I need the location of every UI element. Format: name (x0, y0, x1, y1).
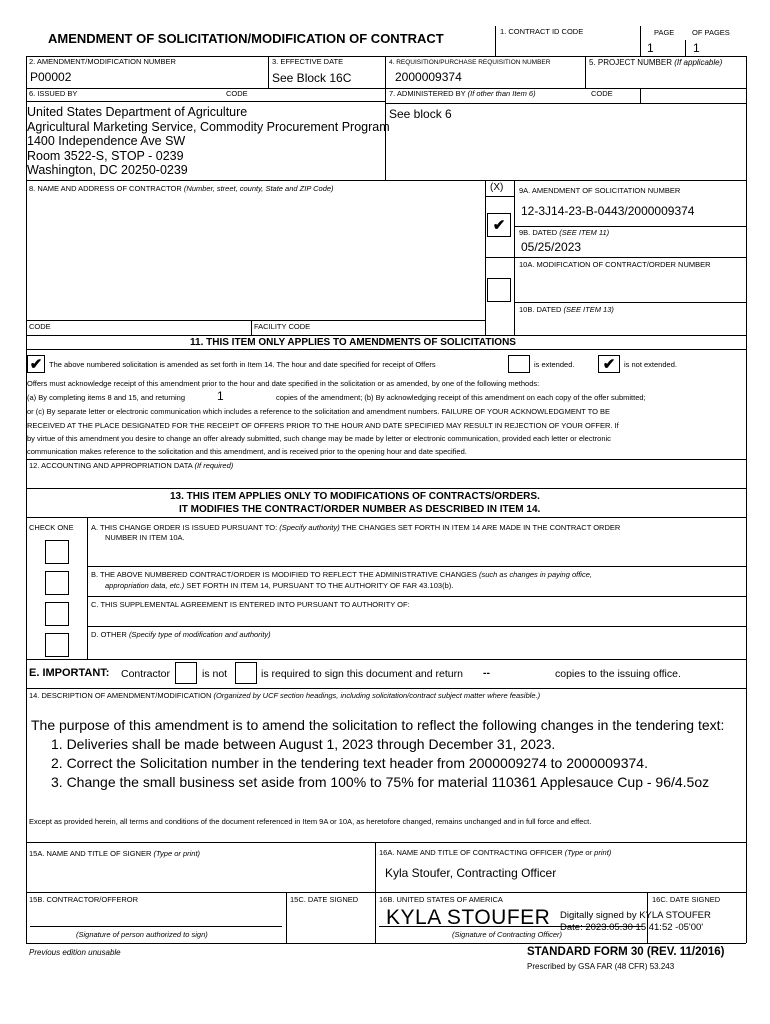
page-label: PAGE (654, 28, 675, 37)
issued-line: Room 3522-S, STOP - 0239 (27, 148, 184, 163)
issued-line: 1400 Independence Ave SW (27, 134, 186, 148)
item-9-checkbox[interactable]: ✔ (487, 213, 511, 237)
important-contractor: Contractor (121, 668, 171, 680)
contracting-officer-text: 16A. NAME AND TITLE OF CONTRACTING OFFICER (379, 848, 563, 857)
important-label: E. IMPORTANT: (29, 667, 110, 679)
amendment-number-label: 2. AMENDMENT/MODIFICATION NUMBER (29, 57, 176, 66)
signer-label (29, 850, 200, 859)
dated-10b-text: 10B. DATED (519, 305, 562, 314)
item-11-line-5: RECEIVED AT THE PLACE DESIGNATED FOR THE RECEIPT OF OFFERS PRIOR TO THE HOUR AND DATE SPECIFIED MAY RESULT IN REJECTION OF YOUR OFFER. If (27, 421, 619, 430)
item-13a-part1: A. THIS CHANGE ORDER IS ISSUED PURSUANT TO: (91, 523, 278, 532)
item-11-line-4: or (c) By separate letter or electronic communication which includes a reference to the solicitation and amendment numbers. FAILURE OF YOUR ACKNOWLEDGMENT TO BE (27, 407, 611, 416)
item-12-suffix: (If required) (194, 461, 234, 470)
item-13b-checkbox[interactable] (45, 571, 69, 595)
date-signed-15c-label: 15C. DATE SIGNED (290, 895, 359, 904)
previous-edition-note: Previous edition unusable (29, 948, 121, 957)
item-11-line-3a: (a) By completing items 8 and 15, and returning (27, 393, 186, 402)
amend-sol-number-value: 12-3J14-23-B-0443/2000009374 (521, 204, 695, 218)
extended-checkbox[interactable] (508, 355, 530, 373)
item-13c-checkbox[interactable] (45, 602, 69, 626)
item-13a-checkbox[interactable] (45, 540, 69, 564)
item-13-heading-2: IT MODIFIES THE CONTRACT/ORDER NUMBER AS DESCRIBED IN ITEM 14. (179, 504, 541, 515)
contractor-is-required-checkbox[interactable] (235, 662, 257, 684)
important-is-not: is not (202, 668, 228, 680)
copies-count: 1 (217, 389, 224, 403)
not-extended-checkbox[interactable]: ✔ (598, 355, 620, 373)
item-13d-part: D. OTHER (91, 630, 127, 639)
project-number-label (589, 58, 722, 68)
is-extended-label: is extended. (534, 360, 575, 369)
issued-by-label: 6. ISSUED BY (29, 89, 78, 98)
effective-date-label: 3. EFFECTIVE DATE (272, 57, 344, 66)
important-office-text: copies to the issuing office. (555, 668, 681, 680)
item-13a-part2: THE CHANGES SET FORTH IN ITEM 14 ARE MADE IN THE CONTRACT ORDER (341, 523, 621, 532)
contractor-address-label (29, 185, 334, 194)
item-11-line-3b: copies of the amendment; (b) By acknowledging receipt of this amendment on each copy of the offer submitted; (276, 393, 646, 402)
item-14-suffix: (Organized by UCF section headings, including solicitation/contract subject matter where feasible.) (213, 691, 541, 700)
contractor-is-not-checkbox[interactable] (175, 662, 197, 684)
item-14-point: 3. Change the small business set aside from 100% to 75% for material 110361 Applesauce Cup - 96/4.5oz (51, 774, 710, 790)
contracting-officer-label (379, 849, 611, 858)
except-as-provided-text: Except as provided herein, all terms and conditions of the document referenced in Item 9A or 10A, as heretofore changed, remains unchanged and in full force and effect. (29, 817, 592, 826)
item-12-text: 12. ACCOUNTING AND APPROPRIATION DATA (29, 461, 193, 470)
form-title: AMENDMENT OF SOLICITATION/MODIFICATION OF CONTRACT (48, 31, 444, 46)
item-12-label (29, 462, 233, 471)
item-14-point: 1. Deliveries shall be made between August 1, 2023 through December 31, 2023. (51, 736, 556, 752)
dated-9b-suffix: (SEE ITEM 11) (559, 228, 610, 237)
project-number-suffix: (If applicable) (674, 58, 723, 67)
item-11-line-1: The above numbered solicitation is amended as set forth in Item 14. The hour and date specified for receipt of Offers (49, 360, 436, 369)
of-pages-label: OF PAGES (692, 28, 730, 37)
digital-signature-name: KYLA STOUFER (386, 906, 551, 929)
item-11-line-6: by virtue of this amendment you desire to change an offer already submitted, such change may be made by letter or electronic communication, provided each letter or electronic (27, 434, 611, 443)
item-11-line-2: Offers must acknowledge receipt of this amendment prior to the hour and date specified in the solicitation or as amended, by one of the following methods: (27, 379, 540, 388)
check-one-label: CHECK ONE (29, 523, 74, 532)
item-13b-part2: SET FORTH IN ITEM 14, PURSUANT TO THE AUTHORITY OF FAR 43.103(b). (186, 581, 454, 590)
project-number-text: 5. PROJECT NUMBER (589, 58, 672, 67)
dated-9b-value: 05/25/2023 (521, 240, 582, 254)
item-10-checkbox[interactable] (487, 278, 511, 302)
item-14-label (29, 692, 540, 701)
item-13a-part3: NUMBER IN ITEM 10A. (105, 533, 185, 542)
standard-form-name: STANDARD FORM 30 (REV. 11/2016) (527, 946, 725, 958)
item-13c-text: C. THIS SUPPLEMENTAL AGREEMENT IS ENTERED INTO PURSUANT TO AUTHORITY OF: (91, 600, 410, 609)
item-13d-italic: (Specify type of modification and authority) (128, 630, 271, 639)
of-pages-number: 1 (693, 41, 700, 55)
contracting-officer-value: Kyla Stoufer, Contracting Officer (385, 866, 557, 880)
issued-line: Washington, DC 20250-0239 (27, 163, 188, 177)
item-14-text: 14. DESCRIPTION OF AMENDMENT/MODIFICATION (29, 691, 212, 700)
contractor-code-label: CODE (29, 322, 51, 331)
issued-line: United States Department of Agriculture (27, 105, 248, 119)
is-not-extended-label: is not extended. (624, 360, 677, 369)
contractor-offeror-label: 15B. CONTRACTOR/OFFEROR (29, 895, 139, 904)
modification-number-label: 10A. MODIFICATION OF CONTRACT/ORDER NUMBER (519, 260, 711, 269)
item-13a-italic: (Specify authority) (279, 523, 340, 532)
item-13d-checkbox[interactable] (45, 633, 69, 657)
amended-checkbox[interactable]: ✔ (27, 355, 45, 373)
effective-date-value: See Block 16C (272, 71, 352, 85)
x-column-label: (X) (490, 182, 504, 193)
item-14-description (31, 716, 724, 792)
admin-code-label: CODE (591, 89, 613, 98)
prescribed-by-note: Prescribed by GSA FAR (48 CFR) 53.243 (527, 962, 675, 971)
dated-9b-label (519, 229, 609, 238)
administered-by-label (389, 90, 536, 99)
item-11-line-7: communication makes reference to the solicitation and this amendment, and is received prior to the opening hour and date specified. (27, 447, 467, 456)
issued-code-label: CODE (226, 89, 248, 98)
item-13d-text (91, 631, 271, 640)
dated-9b-text: 9B. DATED (519, 228, 558, 237)
item-13b-italic2: appropriation data, etc.) (105, 581, 185, 590)
amend-sol-number-label: 9A. AMENDMENT OF SOLICITATION NUMBER (519, 186, 681, 195)
issued-line: Agricultural Marketing Service, Commodity Procurement Program (27, 119, 390, 134)
requisition-value: 2000009374 (395, 70, 462, 84)
amendment-number-value: P00002 (30, 70, 72, 84)
signer-suffix: (Type or print) (153, 849, 201, 858)
united-states-label: 16B. UNITED STATES OF AMERICA (379, 895, 503, 904)
administered-by-value: See block 6 (389, 107, 452, 121)
item-13a-text (91, 524, 741, 533)
important-copies-count: -- (483, 667, 490, 679)
item-13-heading-1: 13. THIS ITEM APPLIES ONLY TO MODIFICATIONS OF CONTRACTS/ORDERS. (170, 491, 540, 502)
contracting-officer-suffix: (Type or print) (564, 848, 612, 857)
signer-text: 15A. NAME AND TITLE OF SIGNER (29, 849, 152, 858)
item-13b-italic1: (such as changes in paying office, (479, 570, 592, 579)
digital-signature-line: Date: 2023.05.30 15:41:52 -05'00' (560, 922, 704, 933)
requisition-label: 4. REQUISITION/PURCHASE REQUISITION NUMBER (389, 59, 551, 66)
signer-signature-caption: (Signature of person authorized to sign) (76, 930, 208, 939)
item-14-intro: The purpose of this amendment is to amend the solicitation to reflect the following changes in the tendering text: (31, 717, 725, 733)
important-required-text: is required to sign this document and return (261, 668, 463, 680)
issued-by-address (27, 105, 390, 178)
digital-signature-line: Digitally signed by KYLA STOUFER (560, 910, 711, 921)
item-14-point: 2. Correct the Solicitation number in the tendering text header from 2000009274 to 2000009374. (51, 755, 648, 771)
digital-signature-details (560, 910, 711, 934)
date-signed-16c-label: 16C. DATE SIGNED (652, 895, 721, 904)
dated-10b-label (519, 306, 614, 315)
item-13b-text (91, 571, 741, 580)
item-11-heading: 11. THIS ITEM ONLY APPLIES TO AMENDMENTS OF SOLICITATIONS (190, 337, 516, 348)
dated-10b-suffix: (SEE ITEM 13) (563, 305, 614, 314)
contractor-address-text: 8. NAME AND ADDRESS OF CONTRACTOR (29, 184, 182, 193)
administered-by-suffix: (If other than Item 6) (467, 89, 536, 98)
administered-by-text: 7. ADMINISTERED BY (389, 89, 466, 98)
page-number: 1 (647, 41, 654, 55)
contract-id-label: 1. CONTRACT ID CODE (500, 27, 584, 36)
contractor-address-suffix: (Number, street, county, State and ZIP Code) (183, 184, 334, 193)
item-13b-part1: B. THE ABOVE NUMBERED CONTRACT/ORDER IS MODIFIED TO REFLECT THE ADMINISTRATIVE CHANGES (91, 570, 477, 579)
item-13b-line2 (105, 582, 453, 591)
officer-signature-caption: (Signature of Contracting Officer) (452, 930, 563, 939)
facility-code-label: FACILITY CODE (254, 322, 311, 331)
